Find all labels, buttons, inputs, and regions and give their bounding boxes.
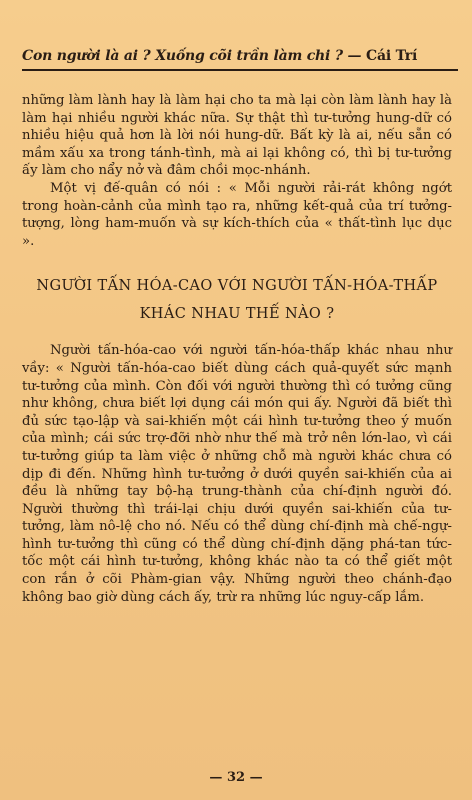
header-title: Cái Trí bbox=[366, 48, 418, 64]
section-title-line-1: NGƯỜI TẤN HÓA-CAO VỚI NGƯỜI TẤN-HÓA-THẤP bbox=[36, 278, 438, 295]
paragraph-3: Người tấn-hóa-cao với người tấn-hóa-thấp khác nhau như vầy: « Người tấn-hóa-cao biết dùng cách quả-quyết sức mạnh tư-tưởng của mình. Còn đối với người thường thì có tưởng cũng như không, chưa biết lợi dụng cái món qui ấy. Người đã biết thì đủ sức tạo-lập và sai-khiến một cái hình tư-tưởng theo ý muốn của mình; cái sức trợ-đỡi nhờ như thế mà trở nên lớn-lao, vì cái tư-tưởng giúp ta làm việc ở những chỗ mà người khác chưa có dịp đi đến. Những hình tư-tưởng ở dưới quyền sai-khiến của ai đều là những tay bộ-hạ trung-thành của chí-định người đó. Người thường thì trái-lại chịu dưới quyền sai-khiến của tư-tưởng, làm nô-lệ cho nó. Nếu có thể dùng chí-định mà chế-ngự-hình tư-tưởng thì cũng có thể dùng chí-định dặng phá-tan tức-tốc một cái hình tư-tưởng, không khác nào ta có thể giết một con rắn ở cõi Phàm-gian vậy. Những người theo chánh-đạo không bao giờ dùng cách ấy, trừ ra những lúc nguy-cấp lắm. bbox=[22, 343, 452, 605]
header-question: Con người là ai ? Xuống cõi trần làm chi ? — bbox=[22, 48, 362, 64]
page-number: — 32 — bbox=[209, 770, 263, 785]
paragraph-1: những làm lành hay là làm hại cho ta mà lại còn làm lành hay là làm hại nhiều người khác nữa. Sự thật thì tư-tưởng hung-dữ có nhiều hiệu quả hơn là lời nói hung-dữ. Bất kỳ là ai, nếu sẵn có mầm xấu xa trong tánh-tình, mà ai lại không có, thì bị tư-tưởng ấy làm cho nẩy nở và đâm chồi mọc-nhánh. bbox=[22, 93, 452, 179]
paragraph-2: Một vị đế-quân có nói : « Mỗi người rải-rát không ngớt trong hoàn-cảnh của mình tạo ra, những kết-quả của trí tưởng-tượng, lòng ham-muốn và sự kích-thích của « thất-tình lục dục ». bbox=[22, 180, 452, 249]
header-rule bbox=[22, 69, 458, 71]
running-header bbox=[22, 48, 452, 64]
section-title-line-2: KHÁC NHAU THẾ NÀO ? bbox=[139, 306, 335, 323]
section-title bbox=[22, 272, 452, 328]
body-text bbox=[22, 92, 452, 606]
